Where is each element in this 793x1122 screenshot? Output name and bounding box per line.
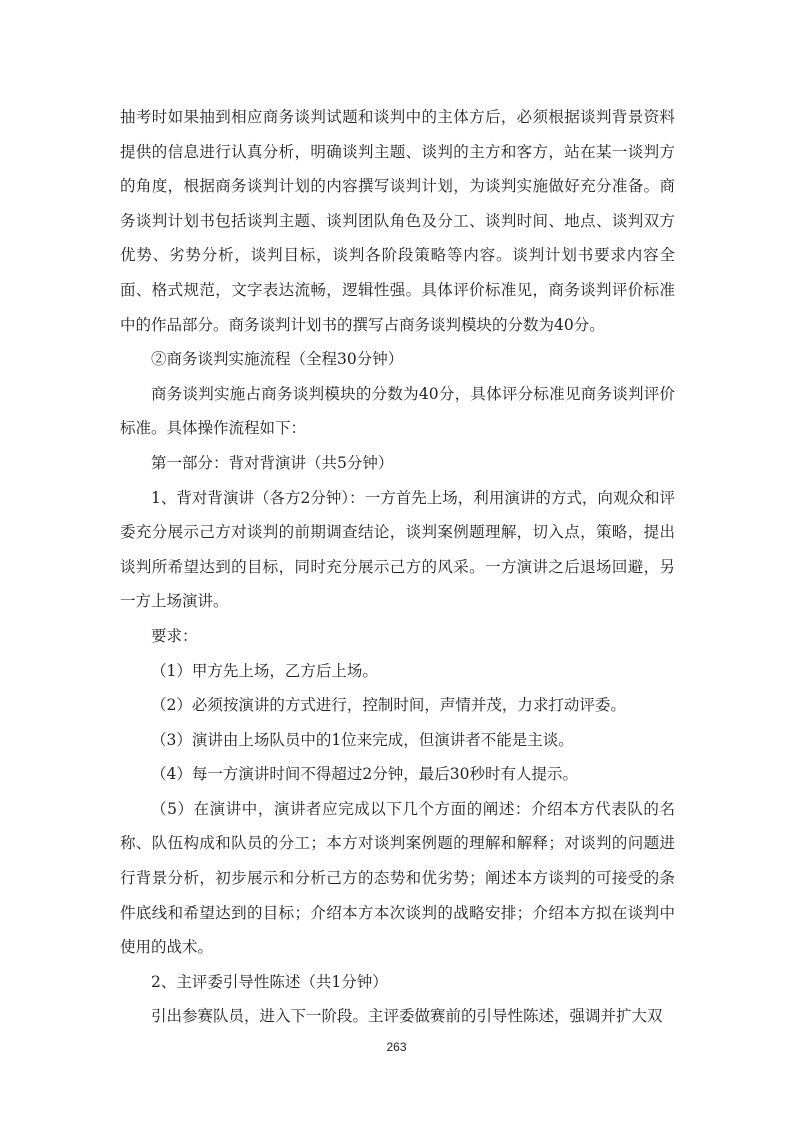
paragraph-1: 抽考时如果抽到相应商务谈判试题和谈判中的主体方后，必须根据谈判背景资料提供的信息进行认真分析，明确谈判主题、谈判的主方和客方，站在某一谈判方的角度，根据商务谈判计划的内容撰写谈判计划，为谈判实施做好充分准备。商务谈判计划书包括谈判主题、谈判团队角色及分工、谈判时间、地点、谈判双方优势、劣势分析，谈判目标，谈判各阶段策略等内容。谈判计划书要求内容全面、格式规范，文字表达流畅，逻辑性强。具体评价标准见，商务谈判评价标准中的作品部分。商务谈判计划书的撰写占商务谈判模块的分数为40分。 (120, 108, 675, 334)
paragraph-13: 引出参赛队员，进入下一阶段。主评委做赛前的引导性陈述，强调并扩大双 (151, 1007, 663, 1026)
paragraph-12: 2、主评委引导性陈述（共1分钟） (151, 972, 388, 991)
page-number: 263 (386, 1040, 407, 1054)
paragraph-7: （1）甲方先上场，乙方后上场。 (151, 661, 378, 680)
paragraph-6: 要求： (151, 626, 198, 645)
paragraph-2: ②商务谈判实施流程（全程30分钟） (151, 350, 404, 369)
paragraph-9: （3）演讲由上场队员中的1位来完成，但演讲者不能是主谈。 (151, 730, 574, 749)
paragraph-4: 第一部分：背对背演讲（共5分钟） (151, 453, 394, 472)
paragraph-10: （4）每一方演讲时间不得超过2分钟，最后30秒时有人提示。 (151, 765, 578, 784)
paragraph-8: （2）必须按演讲的方式进行，控制时间，声情并茂，力求打动评委。 (151, 696, 626, 715)
paragraph-11: （5）在演讲中，演讲者应完成以下几个方面的阐述：介绍本方代表队的名称、队伍构成和队员的分工；本方对谈判案例题的理解和解释；对谈判的问题进行背景分析，初步展示和分析己方的态势和优劣势；阐述本方谈判的可接受的条件底线和希望达到的目标；介绍本方本次谈判的战略安排；介绍本方拟在谈判中使用的战术。 (120, 799, 675, 957)
paragraph-5: 1、背对背演讲（各方2分钟）：一方首先上场，利用演讲的方式，向观众和评委充分展示己方对谈判的前期调查结论，谈判案例题理解，切入点，策略，提出谈判所希望达到的目标，同时充分展示己方的风采。一方演讲之后退场回避，另一方上场演讲。 (120, 488, 675, 611)
document-body (120, 100, 675, 1034)
paragraph-3: 商务谈判实施占商务谈判模块的分数为40分，具体评分标准见商务谈判评价标准。具体操作流程如下： (120, 384, 675, 438)
